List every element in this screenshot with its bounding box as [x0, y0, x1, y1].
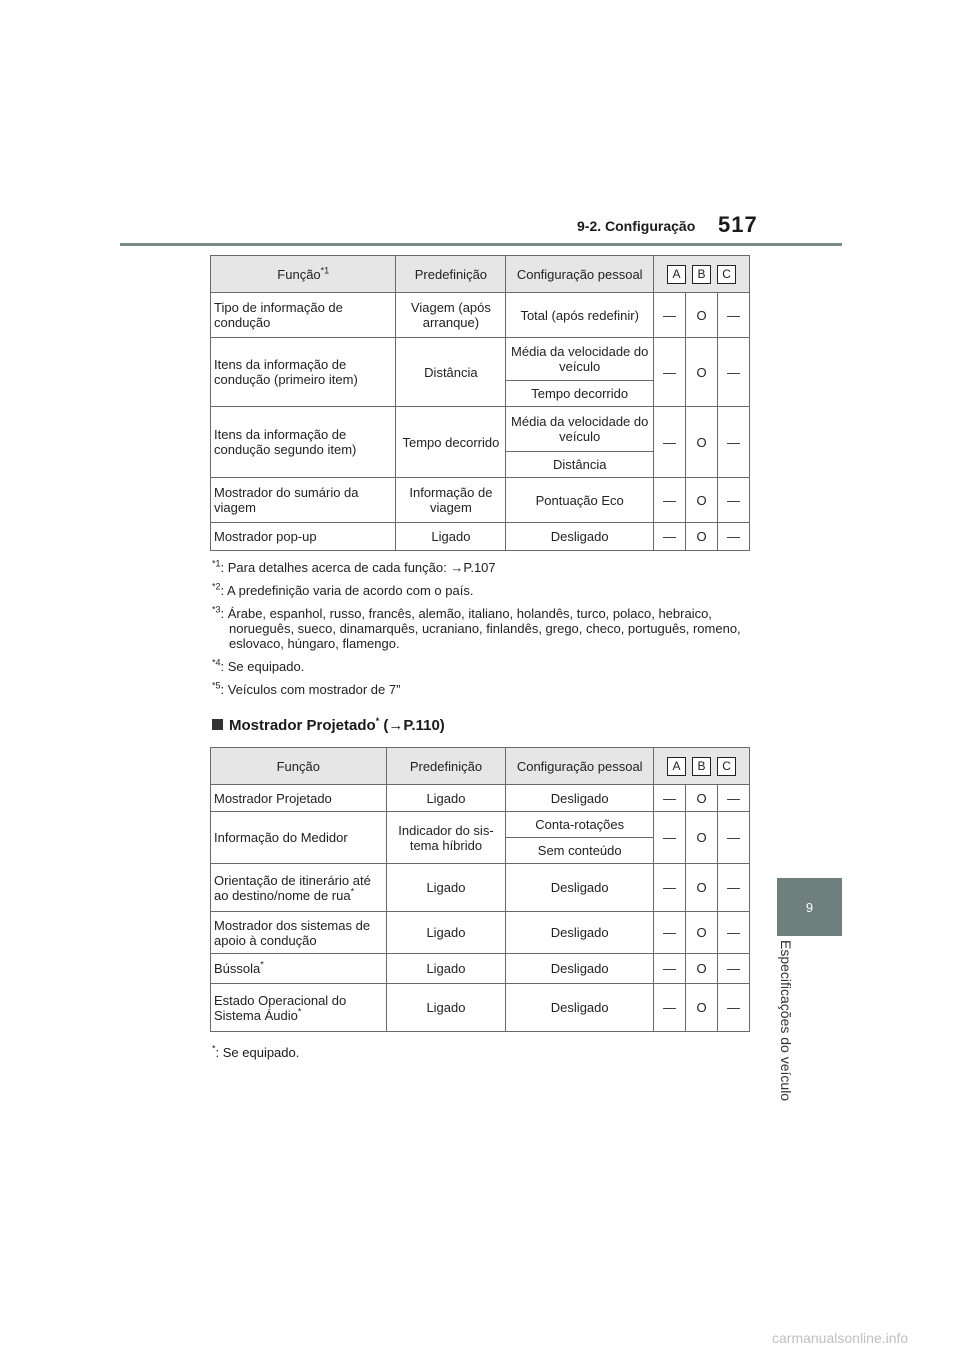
footnotes [212, 560, 772, 705]
table-row: Itens da informação de condução segundo item) Tempo decorrido Média da velocidade do veículo — O — [211, 407, 750, 452]
watermark: carmanualsonline.info [772, 1330, 909, 1346]
table-row: Mostrador do sumário da viagem Informação de viagem Pontuação Eco — O — [211, 478, 750, 523]
footnote-equipped: *: Se equipado. [212, 1043, 300, 1060]
square-bullet-icon [212, 719, 223, 730]
table-row: Mostrador dos sistemas de apoio à condução Ligado Desligado — O — [211, 912, 750, 954]
label-b-icon: B [692, 265, 711, 284]
footnote-5: $^{*5}$: Veículos com mostrador de 7” [212, 680, 401, 697]
table-row: Tipo de informação de condução Viagem (após arranque) Total (após redefinir) — O — [211, 293, 750, 338]
table-row: Sem conteúdo [211, 838, 750, 864]
table-row: Estado Operacional do Sistema Áudio* Ligado Desligado — O — [211, 984, 750, 1032]
chapter-tab: 9 [777, 878, 842, 936]
table-row: Orientação de itinerário até ao destino/nome de rua* Ligado Desligado — O — [211, 864, 750, 912]
footnote-1: $^{*1}$: Para detalhes acerca de cada função: →P.107 [212, 558, 496, 575]
chapter-tab-label-wrap [774, 940, 814, 1130]
header-predefinicao: Predefinição [396, 256, 506, 293]
settings-table-2 [210, 747, 750, 1032]
header-divider [120, 243, 842, 246]
footnote-4: $^{*4}$: Se equipado. [212, 657, 305, 674]
table-row: Informação do Medidor Indicador do sis-tema híbrido Conta-rotações — O — [211, 812, 750, 838]
label-a-icon: A [667, 265, 686, 284]
chapter-tab-label: Especificações do veículo [778, 940, 794, 1102]
header-abc [654, 256, 750, 293]
table-row: Tempo decorrido [211, 381, 750, 407]
settings-table-1 [210, 255, 750, 551]
label-a-icon: A [667, 757, 686, 776]
footnote-3: $^{*3}$: Árabe, espanhol, russo, francês, alemão, italiano, holandês, turco, polaco, hebraico, norueguês, sueco, dinamarquês, ucraniano, finlandês, grego, checo, português, romeno, eslovaco, húngaro, flamengo. [212, 604, 741, 651]
page-number: 517 [718, 212, 758, 237]
table-row: Mostrador pop-up Ligado Desligado — O — [211, 523, 750, 551]
label-c-icon: C [717, 757, 736, 776]
section-heading: Mostrador Projetado* (→P.110) [212, 717, 445, 734]
table-row: Itens da informação de condução (primeiro item) Distância Média da velocidade do veículo — O — [211, 338, 750, 381]
table-row: Bússola* Ligado Desligado — O — [211, 954, 750, 984]
table-header-row [211, 256, 750, 293]
section-title: 9-2. Configuração [577, 218, 696, 234]
label-c-icon: C [717, 265, 736, 284]
table-header-row: Função Predefinição Configuração pessoal A B C [211, 748, 750, 785]
header-configuracao: Configuração pessoal [506, 256, 654, 293]
label-b-icon: B [692, 757, 711, 776]
table-row: Distância [211, 452, 750, 478]
header-funcao: Função$^{*1}$ [211, 256, 396, 293]
table-row: Mostrador Projetado Ligado Desligado — O — [211, 785, 750, 812]
footnote-2: $^{*2}$: A predefinição varia de acordo com o país. [212, 581, 474, 598]
